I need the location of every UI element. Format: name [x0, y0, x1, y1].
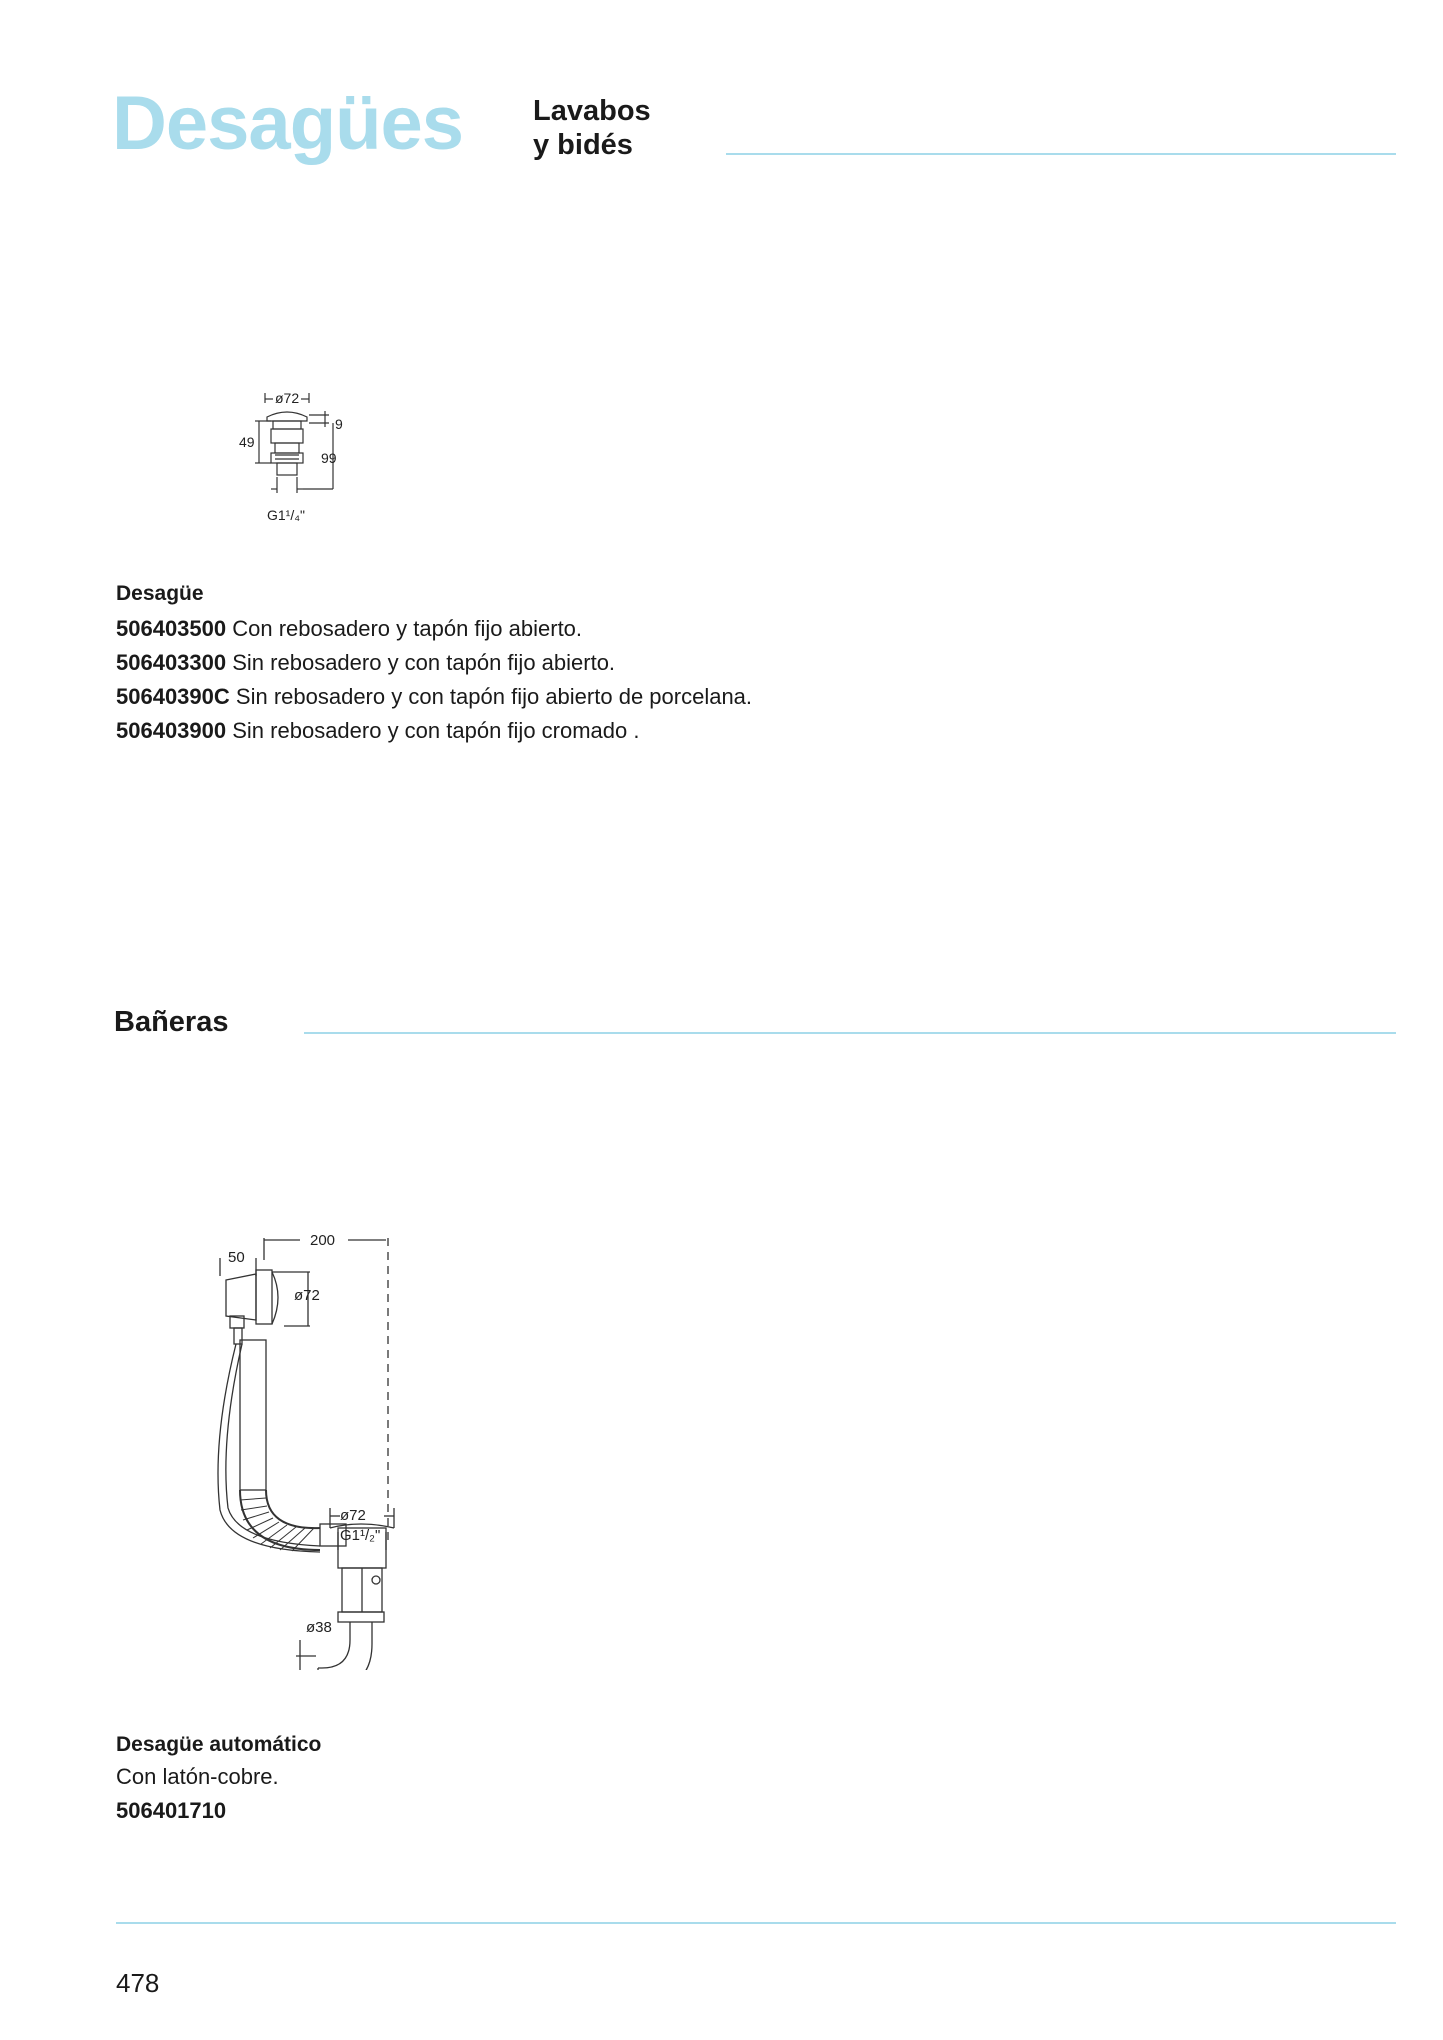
product-code: 506403500	[116, 616, 227, 641]
bath-waste-diagram	[200, 1220, 440, 1670]
list-item	[116, 714, 752, 748]
bath-depth-label: 50	[228, 1249, 245, 1266]
page-number: 478	[116, 1968, 160, 1998]
bath-diameter-top-label: ø72	[294, 1287, 320, 1304]
bath-product-code: 506401710	[116, 1798, 227, 1823]
page-title: Desagües	[112, 81, 464, 166]
product-code: 506403900	[116, 718, 227, 743]
bath-product-description: Con latón-cobre.	[116, 1764, 279, 1789]
list-item	[116, 680, 752, 714]
basin-diameter-label: ø72	[275, 390, 300, 406]
bath-product-title: Desagüe automático	[116, 1733, 322, 1756]
bath-outlet-label: ø38	[306, 1619, 332, 1636]
list-item	[116, 612, 752, 646]
product-description: Con rebosadero y tapón fijo abierto.	[232, 616, 583, 641]
header-rule	[726, 153, 1396, 155]
bath-section-rule	[304, 1032, 1396, 1034]
basin-thread-label: G1¹/₄"	[267, 507, 305, 523]
subtitle-line-2: y bidés	[533, 129, 633, 161]
product-description: Sin rebosadero y con tapón fijo abierto.	[232, 650, 616, 675]
basin-product-list	[116, 612, 752, 748]
basin-height-total-label: 99	[321, 450, 337, 466]
bath-width-label: 200	[310, 1232, 336, 1249]
list-item	[116, 646, 752, 680]
product-code: 50640390C	[116, 684, 230, 709]
basin-product-title: Desagüe	[116, 582, 204, 605]
basin-height-left-label: 49	[239, 434, 255, 450]
bath-thread-label: G1¹/₂"	[340, 1527, 381, 1544]
product-code: 506403300	[116, 650, 227, 675]
footer-rule	[116, 1922, 1396, 1924]
bath-diameter-bottom-label: ø72	[340, 1507, 366, 1524]
product-description: Sin rebosadero y con tapón fijo abierto de porcelana.	[235, 684, 753, 709]
basin-height-top-label: 9	[335, 416, 343, 432]
bath-section-title: Bañeras	[114, 1006, 229, 1038]
page-subtitle	[533, 94, 651, 162]
basin-waste-diagram	[225, 385, 365, 530]
product-description: Sin rebosadero y con tapón fijo cromado .	[232, 718, 640, 743]
subtitle-line-1: Lavabos	[533, 95, 651, 127]
